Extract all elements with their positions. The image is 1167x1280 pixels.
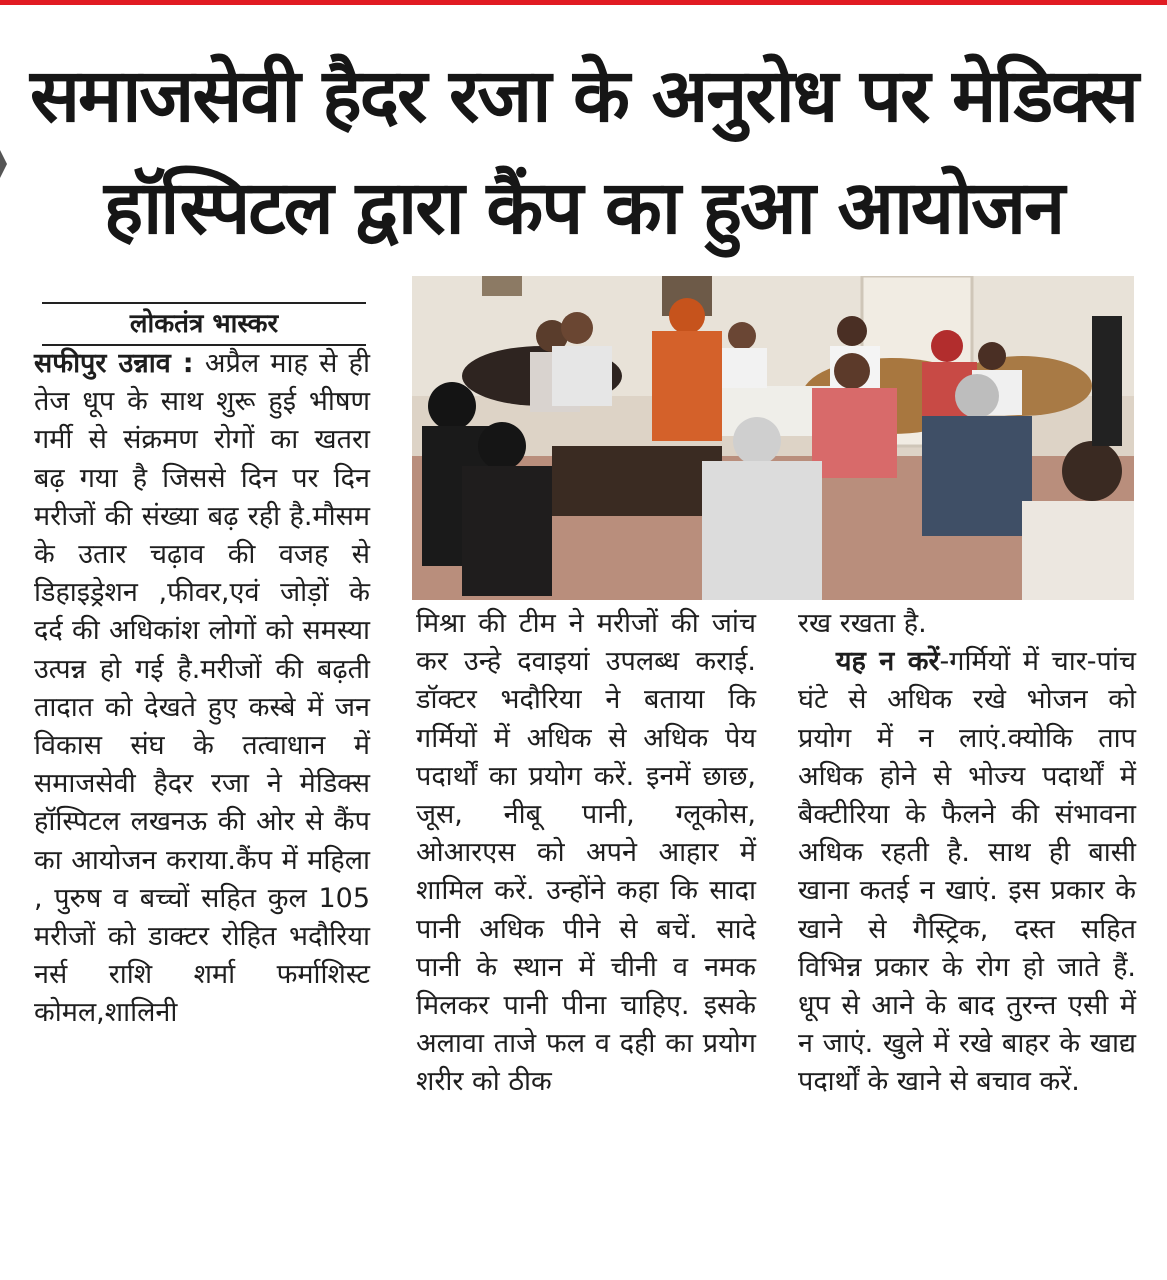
column-2-text: मिश्रा की टीम ने मरीजों की जांच कर उन्हे दवाइयां उपलब्ध कराई. डॉक्टर भदौरिया ने बताया कि गर्मियों में अधिक से अधिक पेय पदार्थों का प्रयोग करें. इनमें छाछ, जूस, नीबू पानी, ग्लूकोस, ओआरएस को अपने आहार में शामिल करें. उन्होंने कहा कि सादा पानी अधिक पीने से बचें. सादे पानी के स्थान में चीनी व नमक मिलकर पानी पीना चाहिए. इसके अलावा ताजे फल व दही का प्रयोग शरीर को ठीक bbox=[416, 608, 756, 1098]
column-3-text: -गर्मियों में चार-पांच घंटे से अधिक रखे भोजन को प्रयोग में न लाएं.क्योकि ताप अधिक होने से भोज्य पदार्थों में बैक्टीरिया के फैलने की संभावना अधिक रहती है. साथ ही बासी खाना कतई न खाएं. इस प्रकार के खाने से गैस्ट्रिक, दस्त सहित विभिन्न प्रकार के रोग हो जाते हैं. धूप से आने के बाद तुरन्त एसी में न जाएं. खुले में रखे बाहर के खाद्य पदार्थों के खाने से बचाव करें. bbox=[798, 646, 1137, 1098]
dateline: सफीपुर उन्नाव : bbox=[34, 348, 194, 379]
source-label: लोकतंत्र भास्कर bbox=[42, 302, 366, 346]
column-1-paragraph bbox=[34, 345, 370, 1033]
column-1-text: अप्रैल माह से ही तेज धूप के साथ शुरू हुई भीषण गर्मी से संक्रमण रोगों का खतरा बढ़ गया है जिससे दिन पर दिन मरीजों की संख्या बढ़ रही है.मौसम के उतार चढ़ाव की वजह से डिहाइड्रेशन ,फीवर,एवं जोड़ों के दर्द की अधिकांश लोगों को समस्या उत्पन्न हो गई है.मरीजों की बढ़ती तादात को देखते हुए कस्बे में जन विकास संघ के तत्वाधान में समाजसेवी हैदर रजा ने मेडिक्स हॉस्पिटल लखनऊ की ओर से कैंप का आयोजन कराया.कैंप में महिला , पुरुष व बच्चों सहित कुल 105 मरीजों को डाक्टर रोहित भदौरिया नर्स राशि शर्मा फर्माशिस्ट कोमल,शालिनी bbox=[34, 348, 370, 1029]
news-photo bbox=[412, 276, 1134, 600]
article-column-1 bbox=[34, 345, 370, 1033]
subhead: यह न करें bbox=[835, 646, 940, 678]
article-column-2 bbox=[416, 605, 756, 1102]
headline bbox=[0, 40, 1167, 264]
headline-line-2: हॉस्पिटल द्वारा कैंप का हुआ आयोजन bbox=[103, 165, 1064, 251]
headline-line-1: समाजसेवी हैदर रजा के अनुरोध पर मेडिक्स bbox=[29, 53, 1138, 139]
top-red-rule bbox=[0, 0, 1167, 5]
article-column-3 bbox=[798, 605, 1136, 1102]
column-3-top-text: रख रखता है. bbox=[798, 608, 927, 639]
column-3-paragraph bbox=[798, 643, 1136, 1101]
